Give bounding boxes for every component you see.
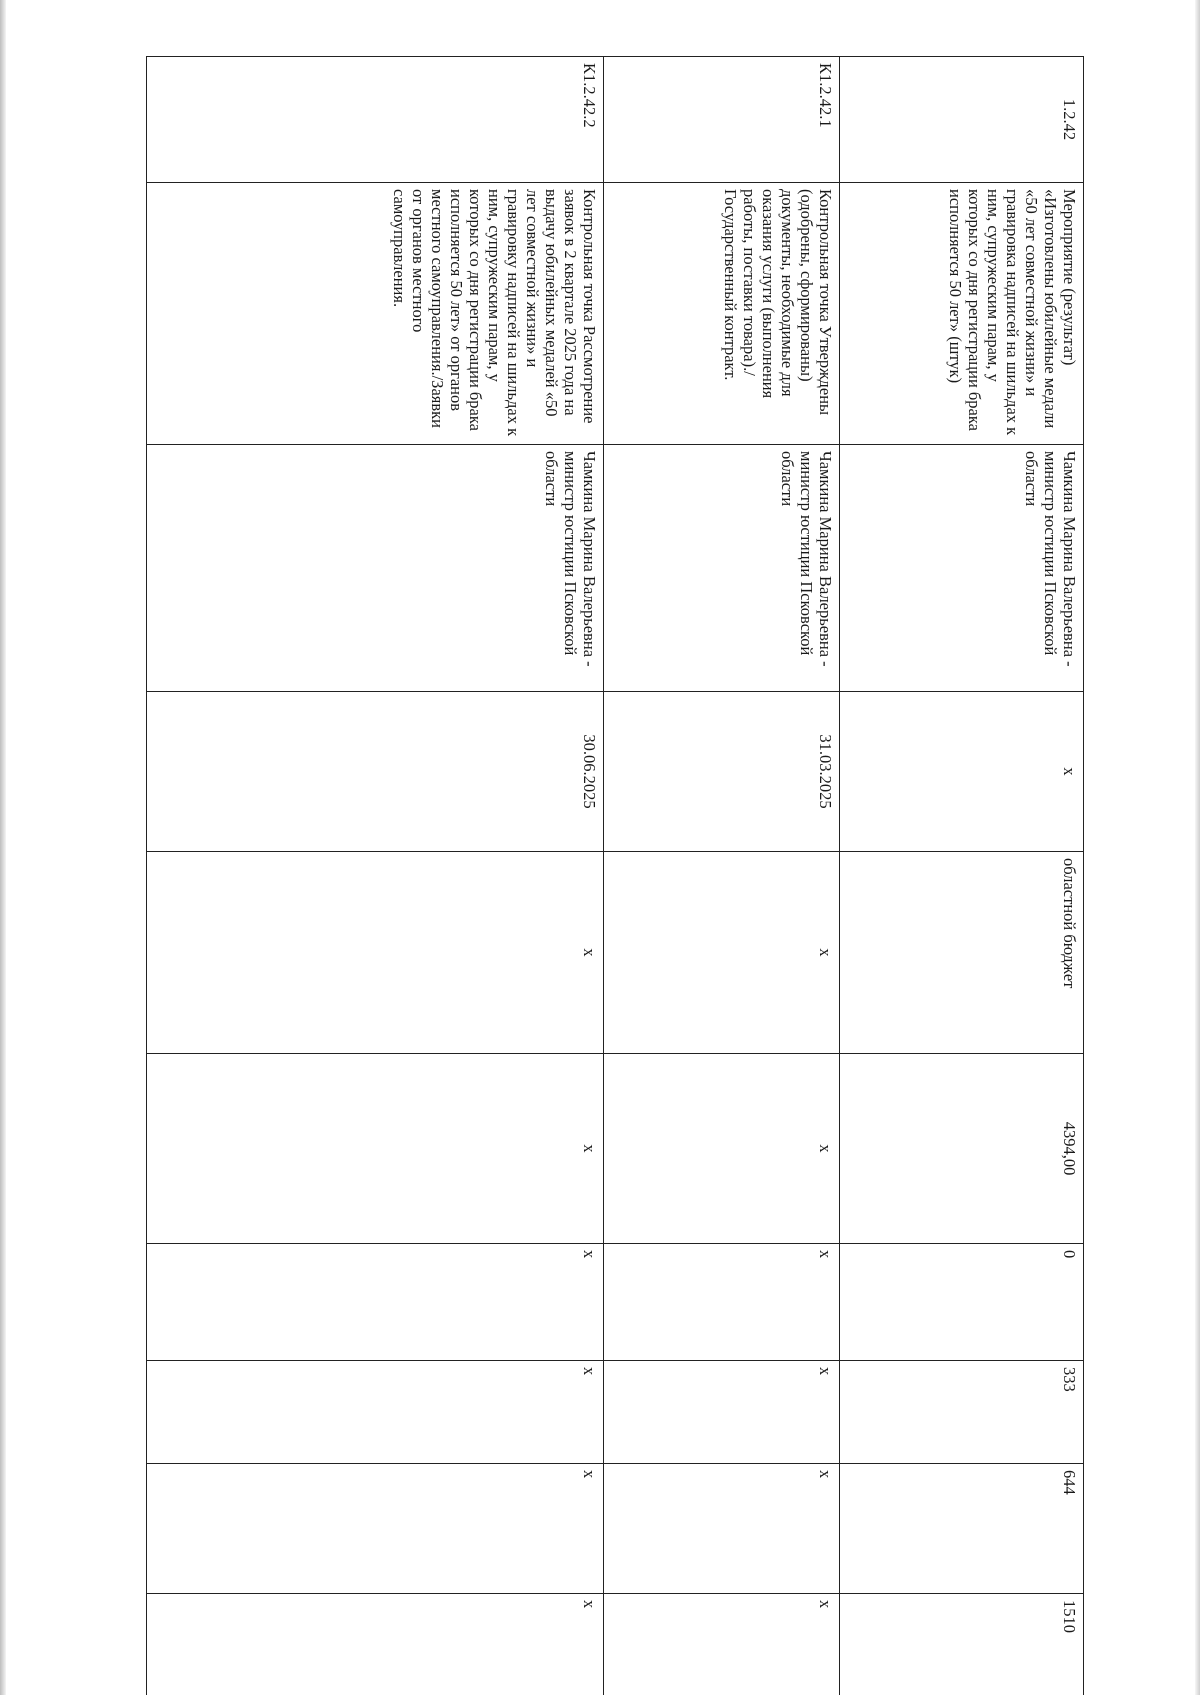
- row-amount: x: [604, 1054, 840, 1244]
- row-code: 1.2.42: [840, 57, 1084, 183]
- row-date: 30.06.2025: [147, 692, 604, 852]
- row-col4: 1510: [840, 1594, 1084, 1695]
- scan-edge-right: [1195, 0, 1200, 1695]
- row-name: Мероприятие (результат) «Изготовлены юбилейные медали «50 лет совместной жизни» и гравировка надписей на шильдах к ним, супружеским парам, у которых со дня регистрации брака исполняется 50 лет» (штук): [840, 183, 1084, 445]
- table-row: [147, 57, 604, 1695]
- row-source: x: [147, 852, 604, 1054]
- row-col2: x: [604, 1361, 840, 1464]
- row-col3: 644: [840, 1464, 1084, 1594]
- row-col4: x: [604, 1594, 840, 1695]
- row-source: x: [604, 852, 840, 1054]
- row-responsible: Чамкина Марина Валерьевна - министр юстиции Псковской области: [604, 445, 840, 692]
- row-col2: x: [147, 1361, 604, 1464]
- row-code: К1.2.42.1: [604, 57, 840, 183]
- row-col4: x: [147, 1594, 604, 1695]
- row-date: x: [840, 692, 1084, 852]
- row-col3: x: [147, 1464, 604, 1594]
- row-name: Контрольная точка Рассмотрение заявок в 2 квартале 2025 года на выдачу юбилейных медалей «50 лет совместной жизни» и гравировку надписей на шильдах к ним, супружеским парам, у которых со дня регистрации брака исполняется 50 лет» от органов местного самоуправления./Заявки от органов местного самоуправления.: [147, 183, 604, 445]
- row-col3: x: [604, 1464, 840, 1594]
- row-amount: x: [147, 1054, 604, 1244]
- row-responsible: Чамкина Марина Валерьевна - министр юстиции Псковской области: [840, 445, 1084, 692]
- row-source: областной бюджет: [840, 852, 1084, 1054]
- row-amount: 4394,00: [840, 1054, 1084, 1244]
- row-col1: x: [604, 1244, 840, 1361]
- table-row: [604, 57, 840, 1695]
- row-col2: 333: [840, 1361, 1084, 1464]
- row-date: 31.03.2025: [604, 692, 840, 852]
- row-col1: 0: [840, 1244, 1084, 1361]
- row-name: Контрольная точка Утверждены (одобрены, сформированы) документы, необходимые для оказания услуги (выполнения работы, поставки товара)./Государственный контракт.: [604, 183, 840, 445]
- row-responsible: Чамкина Марина Валерьевна - министр юстиции Псковской области: [147, 445, 604, 692]
- row-code: К1.2.42.2: [147, 57, 604, 183]
- data-table: [146, 56, 1084, 1695]
- scan-edge-left: [0, 0, 6, 1695]
- row-col1: x: [147, 1244, 604, 1361]
- table-row: [840, 57, 1084, 1695]
